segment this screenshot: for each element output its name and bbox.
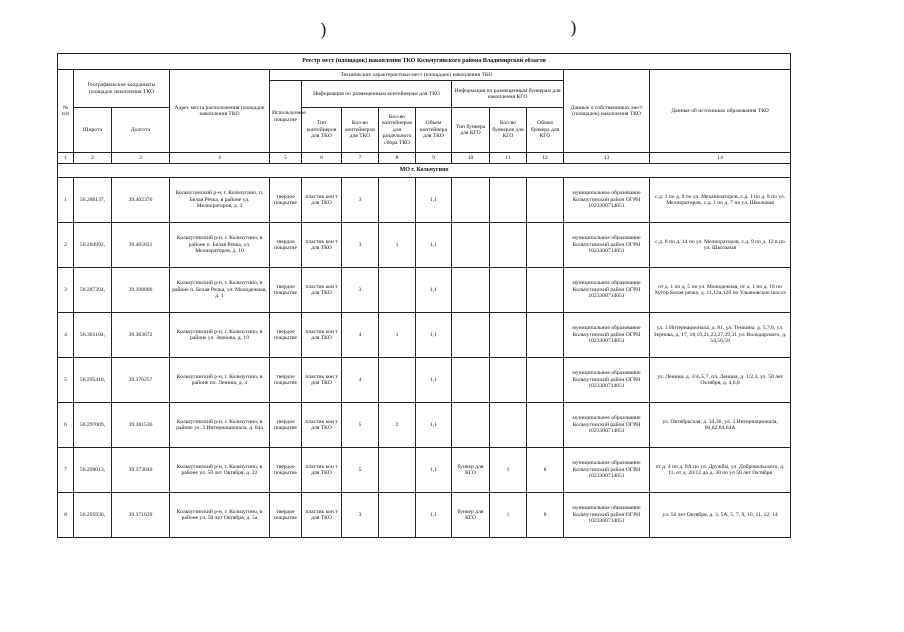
cell-separate-count — [379, 178, 416, 223]
header-lon: Долгота — [112, 108, 170, 153]
cell-separate-count — [379, 268, 416, 313]
cell-owner: муниципальное образование Кольчугинский район ОГРН 1023300714051 — [564, 358, 650, 403]
cell-container-count: 3 — [342, 223, 379, 268]
registry-table — [57, 53, 791, 538]
header-owners: Данные о собственниках мест (площадок) накопления ТКО — [564, 70, 650, 153]
cell-bunker-count — [490, 178, 527, 223]
cell-container-count: 4 — [342, 358, 379, 403]
cell-container-volume: 1,1 — [416, 403, 452, 448]
cell-sources: ул. Ленина, д. 3/4, 5,7, пл. Ленина, д. 1/2,3, ул. 50 лет Октября, д. 4,6,8 — [650, 358, 791, 403]
table-row — [58, 358, 791, 403]
cell-bunker-volume — [527, 223, 564, 268]
cell-no: 7 — [58, 448, 74, 493]
cell-no: 3 — [58, 268, 74, 313]
cell-bunker-volume — [527, 313, 564, 358]
cell-address: Кольчугинский р-н, г. Кольчугино, в районе ул. 3 Интернационала, д. 64а — [170, 403, 270, 448]
cell-address: Кольчугинский р-н, г. Кольчугино, в районе ул. 50 лет Октября, д. 5а — [170, 493, 270, 538]
cell-container-count: 3 — [342, 178, 379, 223]
scan-mark-left: ) — [320, 20, 328, 41]
cell-container-volume: 1,1 — [416, 178, 452, 223]
cell-address: Кольчугинский р-н, г. Кольчугино, в районе пл. Ленина, д. 3 — [170, 358, 270, 403]
cell-lon: 39.371639 — [112, 493, 170, 538]
table-row — [58, 448, 791, 493]
cell-bunker-volume — [527, 268, 564, 313]
cell-address: Кольчугинский р-н, г. Кольчугино, п. Белая Речка, в районе ул. Мелиораторов, д. 3 — [170, 178, 270, 223]
cell-container-volume: 1,1 — [416, 223, 452, 268]
cell-container-type: пластик кон т для ТКО — [302, 223, 342, 268]
cell-bunker-type — [452, 268, 490, 313]
cell-owner: муниципальное образование Кольчугинский район ОГРН 1023300714051 — [564, 313, 650, 358]
cell-sources: от д. 1 по д. 5 по ул. Молодежная, от д. 1 по д. 18 по Хутор Белая речка, д. 11,12а,12б по Ульяновское шоссе — [650, 268, 791, 313]
cell-lon: 39.376257 — [112, 358, 170, 403]
table-row — [58, 313, 791, 358]
cell-lon: 39.398006 — [112, 268, 170, 313]
header-address: Адрес места расположения площадок накопления ТКО — [170, 70, 270, 153]
column-number: 3 — [112, 153, 170, 164]
cell-container-type: пластик кон т для ТКО — [302, 493, 342, 538]
cell-surface: твердое покрытие — [270, 493, 302, 538]
cell-surface: твердое покрытие — [270, 223, 302, 268]
table-row — [58, 268, 791, 313]
cell-sources: ул. Октябрьская, д. 34,36, ул. 3 Интернационала, 60,62,64,64А — [650, 403, 791, 448]
cell-bunker-type — [452, 403, 490, 448]
cell-lat: 56.284992, — [74, 223, 112, 268]
cell-lon: 39.383672 — [112, 313, 170, 358]
column-number: 6 — [302, 153, 342, 164]
cell-lat: 56.287394, — [74, 268, 112, 313]
cell-no: 1 — [58, 178, 74, 223]
cell-no: 5 — [58, 358, 74, 403]
cell-bunker-volume: 8 — [527, 448, 564, 493]
cell-owner: муниципальное образование Кольчугинский район ОГРН 1023300714051 — [564, 178, 650, 223]
header-c-vol: Объем контейнера для ТКО — [416, 108, 452, 153]
cell-container-count: 5 — [342, 448, 379, 493]
cell-bunker-type: бункер для КГО — [452, 493, 490, 538]
cell-separate-count: 1 — [379, 223, 416, 268]
header-c-count: Кол-во контейнеров для ТКО — [342, 108, 379, 153]
cell-lon: 39.381536 — [112, 403, 170, 448]
cell-address: Кольчугинский р-н, г. Кольчугино, в районе п. Белая Речка, ул. Молодежная, д. 1 — [170, 268, 270, 313]
header-c-sep: Кол-во контейнеров для раздельного сбора ТКО — [379, 108, 416, 153]
cell-bunker-volume — [527, 178, 564, 223]
cell-bunker-type: бункер для КГО — [452, 448, 490, 493]
cell-container-count: 3 — [342, 493, 379, 538]
cell-container-volume: 1,1 — [416, 448, 452, 493]
table-row — [58, 403, 791, 448]
header-b-vol: Объем бункера для КГО — [527, 108, 564, 153]
cell-sources: с.д. 1 по д. 9 по ул. Механизаторов, с.д. 1 по д. 8 по ул. Мелиораторов, с.д. 1 по д. 7 по ул. Школьная — [650, 178, 791, 223]
header-b-count: Кол-во бункеров для КГО — [490, 108, 527, 153]
cell-surface: твердое покрытие — [270, 358, 302, 403]
table-title: Реестр мест (площадок) накопления ТКО Кольчугинского района Владимирской области — [58, 54, 791, 70]
column-number: 5 — [270, 153, 302, 164]
cell-separate-count — [379, 448, 416, 493]
column-number: 14 — [650, 153, 791, 164]
scan-mark-right: ) — [570, 18, 578, 39]
cell-sources: ул. 3 Интернационала, д. 81, ул. Темкина, д. 5,7,9, ул. Зернова, д. 17, 18,19,21,23,27,29,31 ул. Володарского, д. 54,56,58 — [650, 313, 791, 358]
cell-container-type: пластик кон т для ТКО — [302, 313, 342, 358]
column-number: 9 — [416, 153, 452, 164]
cell-address: Кольчугинский р-н, г. Кольчугино, в районе п. Белая Речка, ул. Мелиораторов, д. 10 — [170, 223, 270, 268]
cell-container-type: пластик кон т для ТКО — [302, 358, 342, 403]
header-containers-info: Информация по размещенным контейнерам для ТКО — [302, 81, 452, 108]
cell-surface: твердое покрытие — [270, 178, 302, 223]
header-lat: Широта — [74, 108, 112, 153]
column-number: 11 — [490, 153, 527, 164]
column-number: 4 — [170, 153, 270, 164]
cell-bunker-count — [490, 313, 527, 358]
column-number: 10 — [452, 153, 490, 164]
cell-bunker-count: 1 — [490, 493, 527, 538]
cell-container-count: 5 — [342, 403, 379, 448]
cell-bunker-volume — [527, 358, 564, 403]
table-row — [58, 493, 791, 538]
cell-lat: 56.286137, — [74, 178, 112, 223]
cell-owner: муниципальное образование Кольчугинский район ОГРН 1023300714051 — [564, 223, 650, 268]
cell-owner: муниципальное образование Кольчугинский район ОГРН 1023300714051 — [564, 493, 650, 538]
cell-bunker-type — [452, 178, 490, 223]
column-number-row — [58, 153, 791, 164]
cell-address: Кольчугинский р-н, г. Кольчугино, в районе ул. 50 лет Октября, д. 22 — [170, 448, 270, 493]
cell-container-type: пластик кон т для ТКО — [302, 403, 342, 448]
cell-surface: твердое покрытие — [270, 448, 302, 493]
header-b-type: Тип бункера для КГО — [452, 108, 490, 153]
cell-bunker-type — [452, 223, 490, 268]
cell-container-type: пластик кон т для ТКО — [302, 268, 342, 313]
cell-no: 2 — [58, 223, 74, 268]
cell-container-volume: 1,1 — [416, 268, 452, 313]
column-number: 1 — [58, 153, 74, 164]
column-number: 8 — [379, 153, 416, 164]
cell-container-volume: 1,1 — [416, 493, 452, 538]
cell-bunker-volume — [527, 403, 564, 448]
cell-bunker-volume: 8 — [527, 493, 564, 538]
table-row — [58, 178, 791, 223]
cell-container-type: пластик кон т для ТКО — [302, 178, 342, 223]
section-title: МО г. Кольчугино — [58, 164, 791, 178]
header-c-type: Тип контейнеров для ТКО — [302, 108, 342, 153]
cell-surface: твердое покрытие — [270, 313, 302, 358]
cell-bunker-type — [452, 358, 490, 403]
cell-no: 4 — [58, 313, 74, 358]
cell-owner: муниципальное образование Кольчугинский район ОГРН 1023300714051 — [564, 403, 650, 448]
cell-lat: 56.295936, — [74, 493, 112, 538]
cell-separate-count: 1 — [379, 313, 416, 358]
cell-lat: 56.301104, — [74, 313, 112, 358]
cell-container-count: 3 — [342, 268, 379, 313]
cell-owner: муниципальное образование Кольчугинский район ОГРН 1023300714051 — [564, 268, 650, 313]
header-bunkers-info: Информация по размещенным бункерам для накопления КГО — [452, 81, 564, 108]
cell-bunker-count — [490, 223, 527, 268]
cell-container-volume: 1,1 — [416, 358, 452, 403]
column-number: 13 — [564, 153, 650, 164]
cell-no: 8 — [58, 493, 74, 538]
cell-bunker-count — [490, 358, 527, 403]
cell-sources: от д. 4 по д. 8А по ул. Дружбы, ул. Добровольского, д. 11, от д. 20/12 до д. 30 по ул 50 лет Октября — [650, 448, 791, 493]
column-number: 7 — [342, 153, 379, 164]
header-no: № п/п — [58, 70, 74, 153]
cell-lon: 39.373640 — [112, 448, 170, 493]
cell-sources: ул. 50 лет Октября, д. 3, 5А, 5, 7, 9, 10, 11, 12, 14 — [650, 493, 791, 538]
table-row — [58, 223, 791, 268]
header-surface: Используемое покрытие — [270, 81, 302, 153]
cell-address: Кольчугинский р-н, г. Кольчугино, в районе ул. Зернова, д. 19 — [170, 313, 270, 358]
cell-container-type: пластик кон т для ТКО — [302, 448, 342, 493]
cell-separate-count — [379, 358, 416, 403]
cell-separate-count — [379, 493, 416, 538]
cell-bunker-count: 1 — [490, 448, 527, 493]
cell-surface: твердое покрытие — [270, 268, 302, 313]
cell-bunker-type — [452, 313, 490, 358]
cell-container-volume: 1,1 — [416, 313, 452, 358]
cell-bunker-count — [490, 268, 527, 313]
cell-lat: 56.297009, — [74, 403, 112, 448]
cell-lat: 56.299013, — [74, 448, 112, 493]
cell-lat: 56.295416, — [74, 358, 112, 403]
cell-owner: муниципальное образование Кольчугинский район ОГРН 1023300714051 — [564, 448, 650, 493]
cell-lon: 39.405831 — [112, 223, 170, 268]
header-geo: Географические координаты площадок накопления ТКО — [74, 70, 170, 108]
header-tech: Технические характеристики мест (площадок) накопления ТКО — [270, 70, 564, 81]
cell-bunker-count — [490, 403, 527, 448]
cell-container-count: 4 — [342, 313, 379, 358]
header-sources: Данные об источниках образования ТКО — [650, 70, 791, 153]
cell-separate-count: 2 — [379, 403, 416, 448]
cell-sources: с.д. 8 по д. 14 по ул. Мелиораторов, с.д. 9 по д. 12 в по ул. Школьная — [650, 223, 791, 268]
cell-no: 6 — [58, 403, 74, 448]
column-number: 2 — [74, 153, 112, 164]
column-number: 12 — [527, 153, 564, 164]
cell-surface: твердое покрытие — [270, 403, 302, 448]
cell-lon: 39.402376 — [112, 178, 170, 223]
